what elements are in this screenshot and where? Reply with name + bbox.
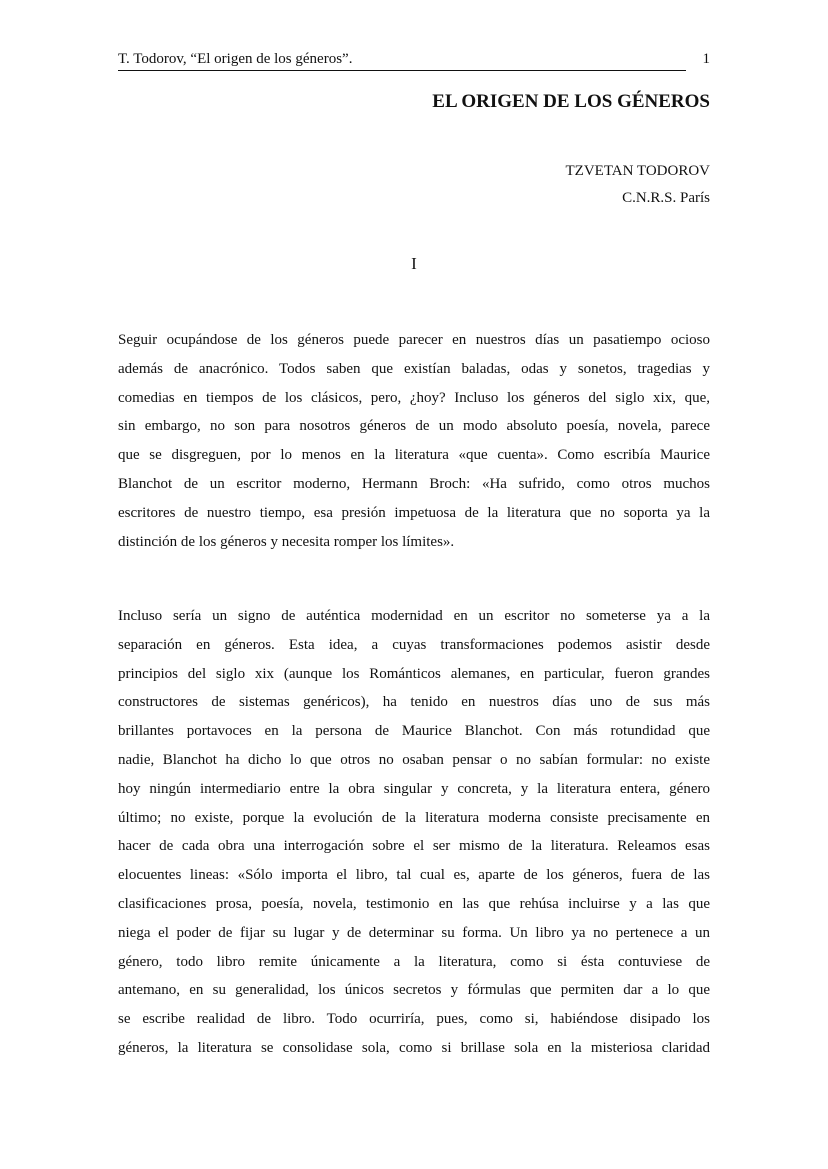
paragraph-line: distinción de los géneros y necesita romper los límites». bbox=[118, 533, 455, 550]
section-numeral: I bbox=[411, 254, 417, 273]
page-number: 1 bbox=[702, 51, 710, 67]
paragraph-line: brillantes portavoces en la persona de Maurice Blanchot. Con más rotundidad que bbox=[118, 723, 710, 740]
paragraph-1 bbox=[118, 326, 710, 556]
paragraph-line: hoy ningún intermediario entre la obra singular y concreta, y la literatura entera, género bbox=[118, 780, 710, 797]
paragraph-line: principios del siglo xix (aunque los Románticos alemanes, en particular, fueron grandes bbox=[118, 665, 710, 682]
paragraph-line: géneros, la literatura se consolidase sola, como si brillase sola en la misteriosa claridad bbox=[118, 1039, 710, 1056]
paragraph-2 bbox=[118, 602, 710, 1063]
paragraph-line: género, todo libro remite únicamente a la literatura, como si ésta contuviese de bbox=[118, 953, 710, 970]
paragraph-line: constructores de sistemas genéricos), ha tenido en nuestros días uno de sus más bbox=[118, 694, 710, 711]
paragraph-line: elocuentes lineas: «Sólo importa el libro, tal cual es, aparte de los géneros, fuera de las bbox=[118, 867, 710, 884]
author-block bbox=[566, 158, 711, 212]
paragraph-line: además de anacrónico. Todos saben que existían baladas, odas y sonetos, tragedias y bbox=[118, 360, 710, 377]
paragraph-line: comedias en tiempos de los clásicos, pero, ¿hoy? Incluso los géneros del siglo xix, que, bbox=[118, 389, 710, 406]
paragraph-line: Seguir ocupándose de los géneros puede parecer en nuestros días un pasatiempo ocioso bbox=[118, 332, 710, 348]
paragraph-line: niega el poder de fijar su lugar y de determinar su forma. Un libro ya no pertenece a un bbox=[118, 924, 710, 941]
running-header: T. Todorov, “El origen de los géneros”. bbox=[118, 50, 686, 71]
paragraph-line: clasificaciones prosa, poesía, novela, testimonio en las que rehúsa incluirse y a las que bbox=[118, 895, 710, 912]
paragraph-line: nadie, Blanchot ha dicho lo que otros no osaban pensar o no sabían formular: no existe bbox=[118, 751, 710, 768]
paragraph-line: que se disgreguen, por lo menos en la literatura «que cuenta». Como escribía Maurice bbox=[118, 447, 710, 464]
paragraph-line: antemano, en su generalidad, los únicos secretos y fórmulas que permiten dar a lo que bbox=[118, 982, 710, 999]
author-affiliation: C.N.R.S. París bbox=[622, 190, 710, 206]
paragraph-line: sin embargo, no son para nosotros géneros de un modo absoluto poesía, novela, parece bbox=[118, 418, 710, 435]
paragraph-line: Incluso sería un signo de auténtica modernidad en un escritor no someterse ya a la bbox=[118, 608, 710, 624]
paragraph-line: último; no existe, porque la evolución de la literatura moderna consiste precisamente en bbox=[118, 809, 710, 826]
paragraph-line: escritores de nuestro tiempo, esa presión impetuosa de la literatura que no soporta ya la bbox=[118, 504, 710, 521]
paragraph-line: se escribe realidad de libro. Todo ocurriría, pues, como si, habiéndose disipado los bbox=[118, 1011, 710, 1028]
paragraph-line: Blanchot de un escritor moderno, Hermann Broch: «Ha sufrido, como otros muchos bbox=[118, 475, 710, 492]
document-title: EL ORIGEN DE LOS GÉNEROS bbox=[432, 91, 710, 112]
paragraph-line: separación en géneros. Esta idea, a cuyas transformaciones podemos asistir desde bbox=[118, 636, 710, 653]
author-name: TZVETAN TODOROV bbox=[565, 163, 710, 179]
paragraph-line: hacer de cada obra una interrogación sobre el ser mismo de la literatura. Releamos esas bbox=[118, 838, 710, 855]
